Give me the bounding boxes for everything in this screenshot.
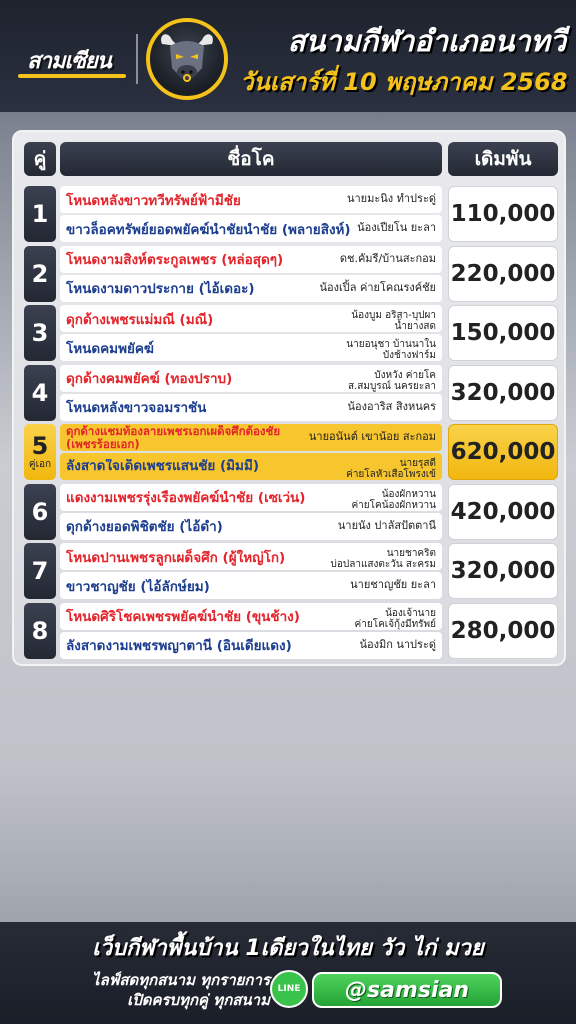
bull-blue-corner bbox=[60, 632, 442, 659]
pair-number-label: 1 bbox=[31, 200, 49, 228]
brand-logo: สามเซียน bbox=[8, 40, 130, 80]
bull-red-corner bbox=[60, 543, 442, 570]
pair-number bbox=[24, 603, 56, 659]
bull-red-corner bbox=[60, 424, 442, 451]
pair-number bbox=[24, 246, 56, 302]
bet-amount: 280,000 bbox=[448, 603, 558, 659]
pair-number bbox=[24, 365, 56, 421]
bull-red-corner bbox=[60, 246, 442, 273]
bull-name: ขาวล็อคทรัพย์ยอดพยัคฆ์นำชัยนำชัย (พลายสิงห์) bbox=[66, 221, 351, 238]
bull-pair bbox=[60, 424, 442, 480]
owner-name: บังหวัง ค่ายโค ส.สมบูรณ์ นครยะลา bbox=[347, 369, 436, 392]
pair-number-label: 4 bbox=[31, 378, 49, 407]
owner-name: น้องอาริส สิงหนคร bbox=[347, 399, 436, 413]
owner-name: น้องเปิ้ล ค่ายโคณรงค์ชัย bbox=[319, 280, 436, 294]
bull-name: แดงงามเพชรรุ่งเรืองพยัคฆ์นำชัย (เซเว่น) bbox=[66, 490, 306, 506]
bull-red-corner bbox=[60, 365, 442, 392]
line-app-icon[interactable]: LINE bbox=[270, 970, 308, 1008]
bull-mascot-icon bbox=[146, 18, 228, 100]
pair-number bbox=[24, 305, 56, 361]
pair-number bbox=[24, 484, 56, 540]
bull-pair bbox=[60, 365, 442, 421]
match-row bbox=[14, 246, 568, 302]
logo-divider bbox=[136, 34, 138, 84]
owner-name: น้องบูม อริสา-บุปผา น้ำยางสด bbox=[351, 310, 436, 332]
pair-number-label: 2 bbox=[31, 259, 49, 288]
bull-name: ดุกด้างเพชรแม่มณี (มณี) bbox=[66, 311, 214, 328]
pair-number-label: 6 bbox=[31, 497, 49, 526]
bull-blue-corner bbox=[60, 334, 442, 361]
bull-name: โหนดคมพยัคฆ์ bbox=[66, 340, 154, 357]
column-header-bet: เดิมพัน bbox=[448, 142, 558, 176]
owner-name: น้องมิก นาประดู่ bbox=[359, 637, 436, 651]
bull-name: โหนดศิริโชคเพชรพยัคฆ์นำชัย (ขุนช้าง) bbox=[66, 609, 300, 625]
bet-amount: 620,000 bbox=[448, 424, 558, 480]
pair-number bbox=[24, 424, 56, 480]
bet-amount: 420,000 bbox=[448, 484, 558, 540]
bull-name: ลังสาดใจเด็ดเพชรแสนชัย (มิมมี่) bbox=[66, 459, 260, 474]
bull-name: โหนดปานเพชรลูกเผด็จศึก (ผู้ใหญ่โก) bbox=[66, 549, 286, 566]
match-row bbox=[14, 424, 568, 480]
owner-name: น้องผักหวาน ค่ายโคน้องผักหวาน bbox=[351, 488, 436, 511]
bull-blue-corner bbox=[60, 453, 442, 480]
bull-red-corner bbox=[60, 186, 442, 213]
pair-number-label: 3 bbox=[31, 319, 49, 347]
owner-name: นายอนุชา บ้านนาใน บังช้างฟาร์ม bbox=[346, 339, 436, 361]
bull-name: ดุกด้างคมพยัคฆ์ (ทองปราบ) bbox=[66, 371, 233, 387]
pair-number-label: 7 bbox=[31, 557, 49, 585]
bet-amount: 150,000 bbox=[448, 305, 558, 361]
footer-slogan: เว็บกีฬาพื้นบ้าน 1เดียวในไทย วัว ไก่ มวย bbox=[92, 936, 484, 961]
bull-red-corner bbox=[60, 603, 442, 630]
match-row bbox=[14, 543, 568, 599]
match-table bbox=[12, 130, 566, 666]
bull-blue-corner bbox=[60, 215, 442, 242]
bull-name: โหนดงามดาวประกาย (ไอ้เดอะ) bbox=[66, 281, 255, 297]
bull-pair bbox=[60, 543, 442, 599]
bull-red-corner bbox=[60, 305, 442, 332]
bull-red-corner bbox=[60, 484, 442, 511]
venue-title: สนามกีฬาอำเภอนาทวี bbox=[287, 24, 566, 58]
match-row bbox=[14, 186, 568, 242]
owner-name: นายชาคริต บ่อปลาแสงตะวัน สะครม bbox=[330, 548, 436, 570]
bull-pair bbox=[60, 484, 442, 540]
bull-blue-corner bbox=[60, 513, 442, 540]
bull-blue-corner bbox=[60, 572, 442, 599]
main-event-label: คู่เอก bbox=[28, 459, 52, 470]
live-text-line1: ไลฟ์สดทุกสนาม ทุกรายการ bbox=[92, 971, 270, 989]
pair-number bbox=[24, 186, 56, 242]
owner-name: นายอนันต์ เขาน้อย สะกอม bbox=[308, 430, 436, 444]
live-text-line2: เปิดครบทุกคู่ ทุกสนาม bbox=[127, 991, 270, 1009]
bull-blue-corner bbox=[60, 275, 442, 302]
bull-name: ดุกด้างยอดพิชิตชัย (ไอ้ดำ) bbox=[66, 519, 223, 535]
pair-number-label: 5 bbox=[31, 432, 49, 460]
column-header-pair: คู่ bbox=[24, 142, 56, 176]
owner-name: ดช.คัมรี/บ้านสะกอม bbox=[339, 251, 436, 265]
column-header-name: ชื่อโค bbox=[60, 142, 442, 176]
pair-number-label: 8 bbox=[31, 616, 49, 645]
owner-name: นายนัง ปาลัสปัตตานี bbox=[337, 518, 436, 532]
bull-name: โหนดงามสิงห์ตระกูลเพชร (หล่อสุดๆ) bbox=[66, 252, 284, 268]
line-handle-button[interactable]: @samsian bbox=[312, 972, 502, 1008]
owner-name: นายชาญชัย ยะลา bbox=[350, 578, 436, 592]
event-date: วันเสาร์ที่ 10 พฤษภาคม 2568 bbox=[240, 68, 568, 96]
bull-name: ดุกด้างแชมท้องลายเพชรเอกเผด็จศึกต้องชัย (เพชรร้อยเอก) bbox=[66, 425, 281, 450]
match-row bbox=[14, 365, 568, 421]
match-row bbox=[14, 603, 568, 659]
match-row bbox=[14, 305, 568, 361]
owner-name: น้องเปียโน ยะลา bbox=[357, 221, 436, 235]
owner-name: นายมะนิง ทำประดู่ bbox=[346, 192, 436, 206]
pair-number bbox=[24, 543, 56, 599]
bull-blue-corner bbox=[60, 394, 442, 421]
bull-name: ขาวชาญชัย (ไอ้ลักษ์ยม) bbox=[66, 578, 210, 595]
bet-amount: 110,000 bbox=[448, 186, 558, 242]
bull-pair bbox=[60, 305, 442, 361]
bull-name: ลังสาดงามเพชรพญาตานี (อินเดียแดง) bbox=[66, 638, 292, 654]
bull-name: โหนดหลังขาวจอมราชัน bbox=[66, 400, 207, 416]
match-row bbox=[14, 484, 568, 540]
bull-name: โหนดหลังขาวทวีทรัพย์ฟ้ามีชัย bbox=[66, 192, 241, 209]
bull-pair bbox=[60, 246, 442, 302]
bet-amount: 320,000 bbox=[448, 365, 558, 421]
bet-amount: 220,000 bbox=[448, 246, 558, 302]
bull-pair bbox=[60, 186, 442, 242]
owner-name: น้องเจ้านาย ค่ายโคเจ้กุ้งมีทรัพย์ bbox=[354, 607, 436, 630]
bet-amount: 320,000 bbox=[448, 543, 558, 599]
bull-pair bbox=[60, 603, 442, 659]
owner-name: นายรุสดี ค่ายโลหัวเสือโพรงเข้ bbox=[346, 458, 436, 480]
